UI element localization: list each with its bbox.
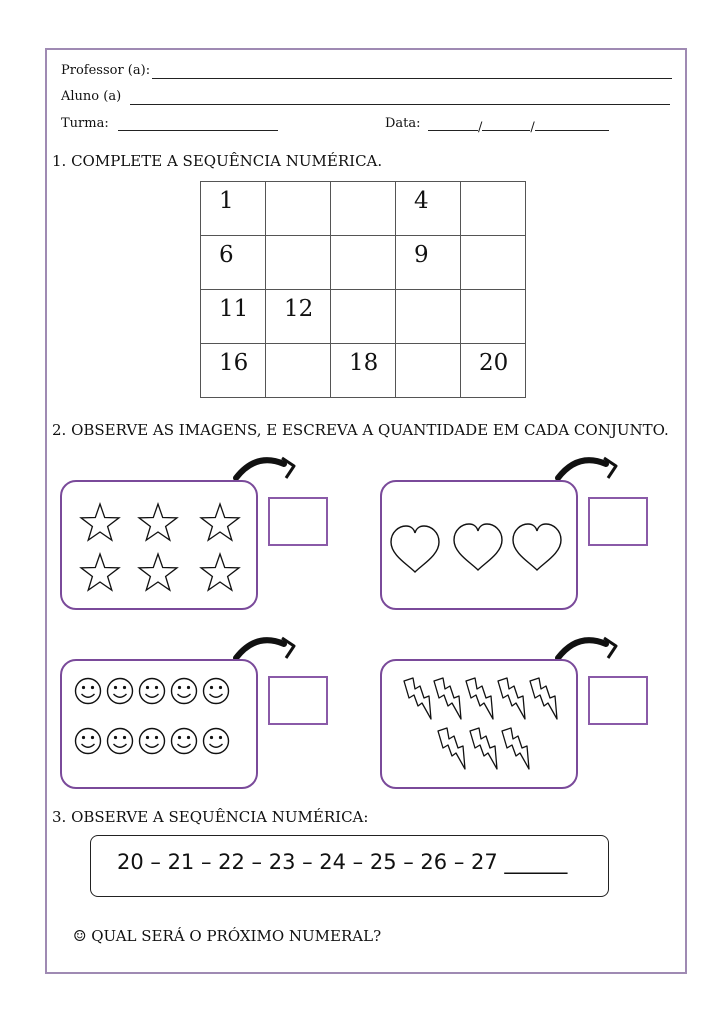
smiley-icon — [172, 679, 197, 704]
sequence-box — [90, 835, 609, 897]
grid-cell[interactable] — [266, 182, 331, 236]
grid-row — [201, 344, 526, 398]
grid-row — [201, 236, 526, 290]
lightning-icon — [470, 728, 497, 769]
heart-icon — [454, 524, 502, 570]
star-icon — [201, 504, 239, 540]
grid-cell[interactable] — [396, 290, 461, 344]
heart-icon — [391, 526, 439, 572]
next-number-question — [73, 927, 381, 945]
aluno-field[interactable] — [130, 104, 670, 105]
answer-box-smileys[interactable] — [268, 676, 328, 725]
star-icon — [139, 554, 177, 590]
star-icon — [201, 554, 239, 590]
grid-row — [201, 182, 526, 236]
smiley-icon — [108, 679, 133, 704]
heart-icon — [513, 524, 561, 570]
aluno-label: Aluno (a) — [61, 89, 122, 104]
grid-cell[interactable] — [266, 236, 331, 290]
smiley-icon — [76, 679, 101, 704]
grid-cell[interactable]: 12 — [266, 290, 331, 344]
lightning-icon — [530, 678, 557, 719]
smiley-icon — [204, 679, 229, 704]
smiley-icon: ☺ — [73, 927, 87, 945]
grid-cell[interactable] — [461, 236, 526, 290]
grid-cell[interactable]: 18 — [331, 344, 396, 398]
lightning-icon — [466, 678, 493, 719]
smiley-icon — [108, 729, 133, 754]
smiley-icon — [172, 729, 197, 754]
lightning-icon — [438, 728, 465, 769]
answer-box-stars[interactable] — [268, 497, 328, 546]
grid-row — [201, 290, 526, 344]
turma-label: Turma: — [61, 116, 109, 131]
next-number-question-text: QUAL SERÁ O PRÓXIMO NUMERAL? — [91, 927, 382, 945]
data-label: Data: — [385, 116, 421, 131]
grid-cell[interactable]: 11 — [201, 290, 266, 344]
professor-field[interactable] — [152, 78, 672, 79]
grid-cell[interactable]: 16 — [201, 344, 266, 398]
smiley-icon — [76, 729, 101, 754]
star-icon — [81, 504, 119, 540]
star-icon — [81, 554, 119, 590]
lightning-icon — [404, 678, 431, 719]
grid-cell[interactable]: 1 — [201, 182, 266, 236]
professor-label: Professor (a): — [61, 63, 151, 78]
smiley-set — [60, 659, 258, 789]
sequence-text: 20 – 21 – 22 – 23 – 24 – 25 – 26 – 27 ______ — [117, 850, 568, 874]
lightning-set-drawing — [382, 661, 576, 787]
grid-cell[interactable] — [331, 236, 396, 290]
grid-cell[interactable]: 9 — [396, 236, 461, 290]
number-grid — [200, 181, 526, 398]
star-set-drawing — [62, 482, 256, 608]
grid-cell[interactable]: 6 — [201, 236, 266, 290]
grid-cell[interactable]: 20 — [461, 344, 526, 398]
heart-set-drawing — [382, 482, 576, 608]
smiley-set-drawing — [62, 661, 256, 787]
heart-set — [380, 480, 578, 610]
lightning-icon — [434, 678, 461, 719]
star-icon — [139, 504, 177, 540]
grid-cell[interactable]: 4 — [396, 182, 461, 236]
grid-cell[interactable] — [331, 290, 396, 344]
star-set — [60, 480, 258, 610]
grid-cell[interactable] — [461, 182, 526, 236]
date-field[interactable]: / / — [428, 116, 609, 135]
grid-cell[interactable] — [461, 290, 526, 344]
smiley-icon — [140, 679, 165, 704]
answer-box-lightning[interactable] — [588, 676, 648, 725]
question-3-title: 3. OBSERVE A SEQUÊNCIA NUMÉRICA: — [52, 808, 369, 826]
grid-cell[interactable] — [396, 344, 461, 398]
grid-cell[interactable] — [331, 182, 396, 236]
lightning-set — [380, 659, 578, 789]
grid-cell[interactable] — [266, 344, 331, 398]
answer-box-hearts[interactable] — [588, 497, 648, 546]
question-1-title: 1. COMPLETE A SEQUÊNCIA NUMÉRICA. — [52, 152, 383, 170]
smiley-icon — [204, 729, 229, 754]
turma-field[interactable] — [118, 130, 278, 131]
lightning-icon — [498, 678, 525, 719]
smiley-icon — [140, 729, 165, 754]
question-2-title: 2. OBSERVE AS IMAGENS, E ESCREVA A QUANTIDADE EM CADA CONJUNTO. — [52, 421, 669, 439]
lightning-icon — [502, 728, 529, 769]
